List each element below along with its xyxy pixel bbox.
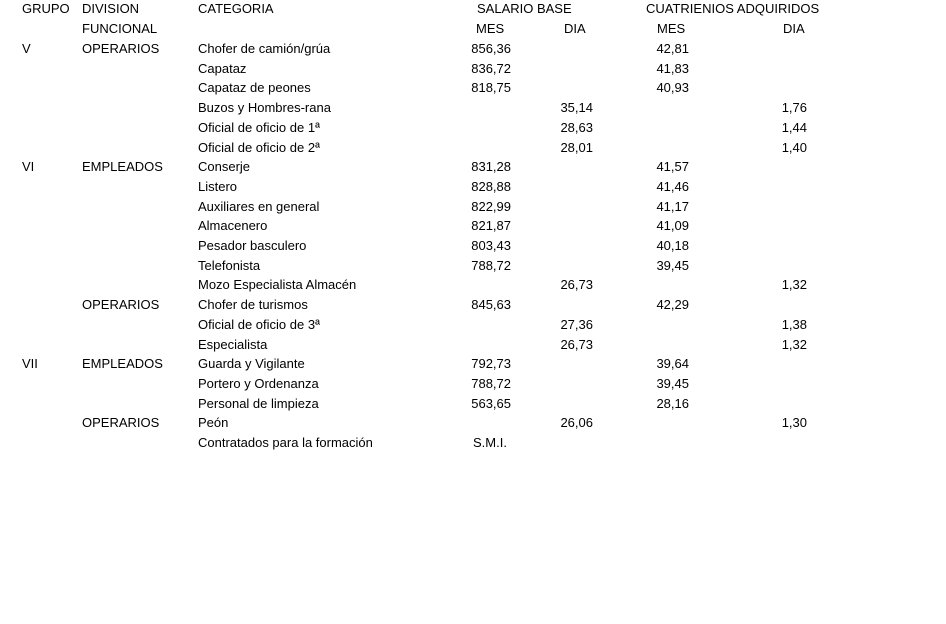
cell-categoria: Contratados para la formación bbox=[198, 435, 373, 450]
cell-salario-mes: 856,36 bbox=[471, 41, 511, 56]
cell-division: OPERARIOS bbox=[82, 297, 160, 313]
cell-salario-mes: 788,72 bbox=[471, 257, 511, 273]
cell-cuatrienios-mes: 39,45 bbox=[656, 257, 689, 273]
header-salario-base: SALARIO BASE bbox=[477, 1, 572, 16]
cell-categoria: Conserje bbox=[198, 159, 251, 175]
cell-categoria: Chofer de turismos bbox=[198, 297, 308, 313]
cell-salario-dia: 28,01 bbox=[560, 139, 593, 155]
cell-categoria: Especialista bbox=[198, 336, 268, 352]
cell-division: OPERARIOS bbox=[82, 415, 160, 431]
table-row bbox=[0, 237, 946, 257]
cell-salario-mes: 821,87 bbox=[471, 218, 511, 234]
table-row bbox=[0, 316, 946, 336]
table-row bbox=[0, 296, 946, 316]
table-row bbox=[0, 355, 946, 375]
table-row bbox=[0, 276, 946, 296]
header-cuatrienios: CUATRIENIOS ADQUIRIDOS bbox=[646, 1, 820, 16]
cell-categoria: Capataz bbox=[198, 60, 247, 76]
cell-cuatrienios-mes: 39,64 bbox=[656, 356, 689, 372]
table-row bbox=[0, 336, 946, 356]
cell-cuatrienios-dia: 1,38 bbox=[781, 316, 807, 332]
cell-categoria: Personal de limpieza bbox=[198, 395, 319, 411]
cell-salario-mes: 822,99 bbox=[471, 198, 511, 214]
cell-categoria: Guarda y Vigilante bbox=[198, 356, 305, 372]
table-row bbox=[0, 198, 946, 218]
cell-salario-dia: 27,36 bbox=[560, 316, 593, 332]
table-row bbox=[0, 257, 946, 277]
cell-salario-dia: 26,73 bbox=[560, 336, 593, 352]
cell-cuatrienios-dia: 1,44 bbox=[781, 119, 807, 135]
cell-cuatrienios-dia: 1,40 bbox=[781, 139, 807, 155]
table-row bbox=[0, 178, 946, 198]
cell-salario-mes: 836,72 bbox=[471, 60, 511, 76]
cell-cuatrienios-mes: 41,46 bbox=[656, 178, 689, 194]
header-grupo: GRUPO bbox=[22, 1, 70, 16]
cell-division: OPERARIOS bbox=[82, 41, 160, 56]
cell-salario-mes: 845,63 bbox=[471, 297, 511, 313]
header-division: DIVISION bbox=[82, 1, 140, 16]
cell-cuatrienios-mes: 28,16 bbox=[656, 395, 689, 411]
table-row bbox=[0, 40, 946, 60]
cell-categoria: Oficial de oficio de 2ª bbox=[198, 139, 320, 155]
cell-categoria: Peón bbox=[198, 415, 229, 431]
cell-categoria: Pesador basculero bbox=[198, 238, 307, 253]
cell-salario-dia: 28,63 bbox=[560, 119, 593, 135]
cell-categoria: Auxiliares en general bbox=[198, 198, 320, 214]
cell-cuatrienios-dia: 1,32 bbox=[781, 336, 807, 352]
header-categoria: CATEGORIA bbox=[198, 1, 274, 16]
cell-categoria: Listero bbox=[198, 178, 238, 194]
table-row bbox=[0, 395, 946, 415]
cell-cuatrienios-mes: 41,09 bbox=[656, 218, 689, 234]
table-row bbox=[0, 434, 946, 454]
cell-grupo: VII bbox=[22, 356, 38, 372]
cell-cuatrienios-dia: 1,30 bbox=[781, 415, 807, 431]
cell-categoria: Capataz de peones bbox=[198, 80, 311, 96]
table-row bbox=[0, 158, 946, 178]
cell-salario-dia: 35,14 bbox=[560, 100, 593, 116]
table-row bbox=[0, 414, 946, 434]
header-salario-dia: DIA bbox=[564, 21, 586, 36]
table-row bbox=[0, 217, 946, 237]
header-salario-mes: MES bbox=[476, 21, 505, 36]
cell-categoria: Telefonista bbox=[198, 257, 261, 273]
cell-salario-mes: 563,65 bbox=[471, 395, 511, 411]
cell-salario-dia: 26,73 bbox=[560, 277, 593, 293]
cell-categoria: Chofer de camión/grúa bbox=[198, 41, 331, 56]
table-row bbox=[0, 60, 946, 80]
table-row bbox=[0, 139, 946, 159]
table-row bbox=[0, 375, 946, 395]
cell-salario-mes: 788,72 bbox=[471, 375, 511, 391]
cell-division: EMPLEADOS bbox=[82, 159, 163, 175]
cell-cuatrienios-mes: 40,93 bbox=[656, 80, 689, 96]
cell-cuatrienios-dia: 1,76 bbox=[781, 100, 807, 116]
cell-salario-mes: 803,43 bbox=[471, 238, 511, 253]
cell-cuatrienios-dia: 1,32 bbox=[781, 277, 807, 293]
cell-grupo: VI bbox=[22, 159, 35, 175]
cell-grupo: V bbox=[22, 41, 31, 56]
cell-salario-mes: 831,28 bbox=[471, 159, 511, 175]
header-row-2 bbox=[0, 20, 946, 40]
cell-smi: S.M.I. bbox=[473, 435, 507, 450]
cell-cuatrienios-mes: 42,29 bbox=[656, 297, 689, 313]
cell-cuatrienios-mes: 41,17 bbox=[656, 198, 689, 214]
cell-salario-mes: 828,88 bbox=[471, 178, 511, 194]
cell-categoria: Mozo Especialista Almacén bbox=[198, 277, 357, 293]
cell-cuatrienios-mes: 40,18 bbox=[656, 238, 689, 253]
cell-cuatrienios-mes: 42,81 bbox=[656, 41, 689, 56]
cell-categoria: Oficial de oficio de 3ª bbox=[198, 316, 320, 332]
cell-categoria: Oficial de oficio de 1ª bbox=[198, 119, 320, 135]
cell-cuatrienios-mes: 39,45 bbox=[656, 375, 689, 391]
table-row bbox=[0, 119, 946, 139]
header-row-1 bbox=[0, 0, 946, 20]
table-row bbox=[0, 79, 946, 99]
cell-salario-dia: 26,06 bbox=[560, 415, 593, 431]
header-cuatrienios-dia: DIA bbox=[783, 21, 805, 36]
header-funcional: FUNCIONAL bbox=[82, 21, 158, 36]
cell-cuatrienios-mes: 41,83 bbox=[656, 60, 689, 76]
table-row bbox=[0, 99, 946, 119]
cell-cuatrienios-mes: 41,57 bbox=[656, 159, 689, 175]
cell-division: EMPLEADOS bbox=[82, 356, 163, 372]
cell-categoria: Buzos y Hombres-rana bbox=[198, 100, 331, 116]
cell-salario-mes: 792,73 bbox=[471, 356, 511, 372]
cell-categoria: Almacenero bbox=[198, 218, 268, 234]
cell-salario-mes: 818,75 bbox=[471, 80, 511, 96]
header-cuatrienios-mes: MES bbox=[657, 21, 686, 36]
cell-categoria: Portero y Ordenanza bbox=[198, 375, 319, 391]
